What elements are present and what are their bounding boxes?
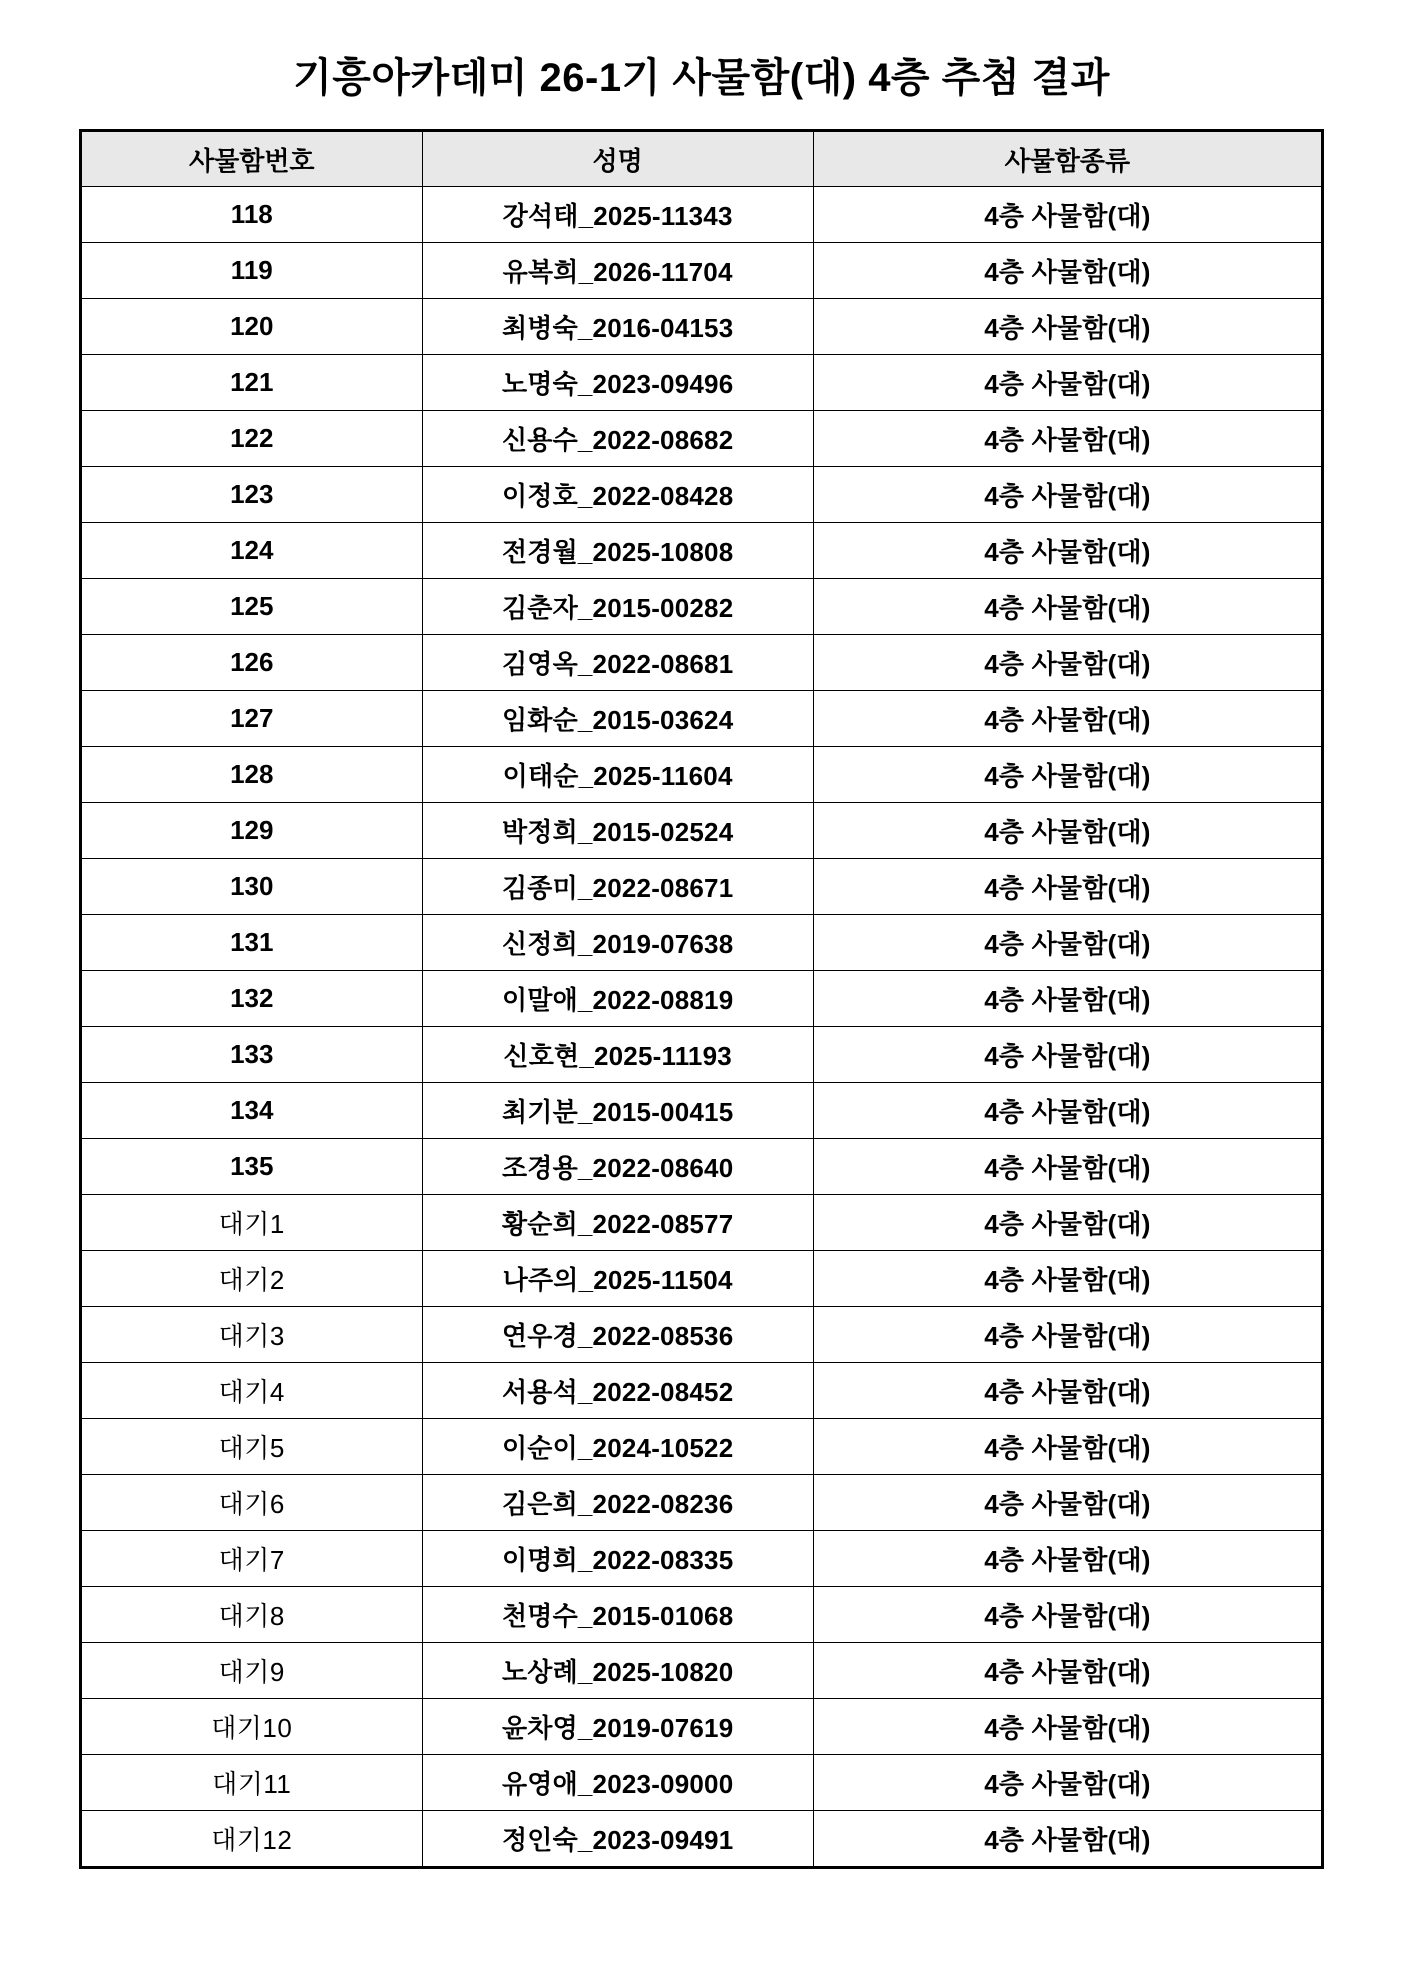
cell-locker-number: 131 — [81, 915, 423, 971]
cell-locker-type: 4층 사물함(대) — [813, 523, 1322, 579]
cell-locker-type: 4층 사물함(대) — [813, 1475, 1322, 1531]
cell-member-name: 유복희_2026-11704 — [422, 243, 813, 299]
table-row — [81, 299, 1323, 355]
column-header-name: 성명 — [422, 131, 813, 187]
cell-member-name: 이명희_2022-08335 — [422, 1531, 813, 1587]
cell-locker-type: 4층 사물함(대) — [813, 915, 1322, 971]
cell-locker-number: 129 — [81, 803, 423, 859]
cell-member-name: 임화순_2015-03624 — [422, 691, 813, 747]
cell-locker-type: 4층 사물함(대) — [813, 1643, 1322, 1699]
cell-locker-type: 4층 사물함(대) — [813, 1251, 1322, 1307]
cell-locker-number: 대기3 — [81, 1307, 423, 1363]
table-row — [81, 691, 1323, 747]
cell-member-name: 김춘자_2015-00282 — [422, 579, 813, 635]
table-row — [81, 915, 1323, 971]
cell-locker-type: 4층 사물함(대) — [813, 187, 1322, 243]
cell-member-name: 신정희_2019-07638 — [422, 915, 813, 971]
table-row — [81, 1083, 1323, 1139]
table-row — [81, 635, 1323, 691]
table-row — [81, 1307, 1323, 1363]
table-row — [81, 1643, 1323, 1699]
cell-member-name: 나주의_2025-11504 — [422, 1251, 813, 1307]
cell-locker-number: 134 — [81, 1083, 423, 1139]
table-header-row — [81, 131, 1323, 187]
table-row — [81, 467, 1323, 523]
cell-locker-number: 121 — [81, 355, 423, 411]
cell-locker-number: 132 — [81, 971, 423, 1027]
table-row — [81, 747, 1323, 803]
table-row — [81, 1139, 1323, 1195]
cell-locker-type: 4층 사물함(대) — [813, 803, 1322, 859]
cell-locker-type: 4층 사물함(대) — [813, 859, 1322, 915]
cell-locker-type: 4층 사물함(대) — [813, 1307, 1322, 1363]
cell-locker-number: 대기7 — [81, 1531, 423, 1587]
cell-locker-number: 대기6 — [81, 1475, 423, 1531]
cell-member-name: 신용수_2022-08682 — [422, 411, 813, 467]
cell-locker-number: 124 — [81, 523, 423, 579]
cell-locker-number: 119 — [81, 243, 423, 299]
table-row — [81, 187, 1323, 243]
cell-member-name: 연우경_2022-08536 — [422, 1307, 813, 1363]
cell-locker-number: 128 — [81, 747, 423, 803]
cell-locker-type: 4층 사물함(대) — [813, 1419, 1322, 1475]
cell-locker-type: 4층 사물함(대) — [813, 467, 1322, 523]
cell-locker-number: 대기5 — [81, 1419, 423, 1475]
cell-locker-number: 127 — [81, 691, 423, 747]
cell-locker-number: 대기8 — [81, 1587, 423, 1643]
table-row — [81, 1475, 1323, 1531]
cell-member-name: 이정호_2022-08428 — [422, 467, 813, 523]
cell-locker-type: 4층 사물함(대) — [813, 1755, 1322, 1811]
table-header — [81, 131, 1323, 187]
cell-locker-number: 135 — [81, 1139, 423, 1195]
cell-locker-number: 126 — [81, 635, 423, 691]
page-title: 기흥아카데미 26-1기 사물함(대) 4층 추첨 결과 — [293, 56, 1110, 100]
cell-locker-type: 4층 사물함(대) — [813, 1139, 1322, 1195]
cell-locker-number: 대기10 — [81, 1699, 423, 1755]
table-row — [81, 355, 1323, 411]
cell-member-name: 윤차영_2019-07619 — [422, 1699, 813, 1755]
table-row — [81, 1811, 1323, 1868]
cell-member-name: 천명수_2015-01068 — [422, 1587, 813, 1643]
cell-member-name: 정인숙_2023-09491 — [422, 1811, 813, 1868]
cell-locker-type: 4층 사물함(대) — [813, 1587, 1322, 1643]
cell-locker-number: 118 — [81, 187, 423, 243]
table-row — [81, 1363, 1323, 1419]
cell-locker-number: 대기9 — [81, 1643, 423, 1699]
locker-table-container — [79, 129, 1324, 1869]
table-row — [81, 971, 1323, 1027]
table-row — [81, 1755, 1323, 1811]
column-header-locker-number: 사물함번호 — [81, 131, 423, 187]
cell-member-name: 김영옥_2022-08681 — [422, 635, 813, 691]
cell-locker-number: 대기2 — [81, 1251, 423, 1307]
table-row — [81, 523, 1323, 579]
locker-assignment-table — [79, 129, 1324, 1869]
table-row — [81, 1195, 1323, 1251]
cell-member-name: 노명숙_2023-09496 — [422, 355, 813, 411]
table-row — [81, 411, 1323, 467]
cell-locker-type: 4층 사물함(대) — [813, 1811, 1322, 1868]
cell-locker-type: 4층 사물함(대) — [813, 1363, 1322, 1419]
cell-locker-type: 4층 사물함(대) — [813, 971, 1322, 1027]
column-header-locker-type: 사물함종류 — [813, 131, 1322, 187]
cell-member-name: 이태순_2025-11604 — [422, 747, 813, 803]
cell-locker-number: 대기4 — [81, 1363, 423, 1419]
cell-member-name: 조경용_2022-08640 — [422, 1139, 813, 1195]
cell-member-name: 이말애_2022-08819 — [422, 971, 813, 1027]
table-row — [81, 243, 1323, 299]
cell-member-name: 김종미_2022-08671 — [422, 859, 813, 915]
cell-locker-type: 4층 사물함(대) — [813, 1027, 1322, 1083]
cell-locker-type: 4층 사물함(대) — [813, 1531, 1322, 1587]
cell-locker-type: 4층 사물함(대) — [813, 691, 1322, 747]
cell-member-name: 전경월_2025-10808 — [422, 523, 813, 579]
cell-locker-type: 4층 사물함(대) — [813, 1699, 1322, 1755]
cell-locker-number: 대기11 — [81, 1755, 423, 1811]
cell-locker-type: 4층 사물함(대) — [813, 747, 1322, 803]
table-row — [81, 1251, 1323, 1307]
cell-locker-type: 4층 사물함(대) — [813, 635, 1322, 691]
cell-member-name: 김은희_2022-08236 — [422, 1475, 813, 1531]
cell-locker-type: 4층 사물함(대) — [813, 355, 1322, 411]
cell-member-name: 노상례_2025-10820 — [422, 1643, 813, 1699]
cell-member-name: 최기분_2015-00415 — [422, 1083, 813, 1139]
table-row — [81, 1027, 1323, 1083]
cell-locker-type: 4층 사물함(대) — [813, 411, 1322, 467]
cell-locker-type: 4층 사물함(대) — [813, 299, 1322, 355]
table-row — [81, 1699, 1323, 1755]
table-body — [81, 187, 1323, 1868]
cell-locker-type: 4층 사물함(대) — [813, 1083, 1322, 1139]
cell-member-name: 이순이_2024-10522 — [422, 1419, 813, 1475]
cell-locker-number: 대기12 — [81, 1811, 423, 1868]
cell-member-name: 강석태_2025-11343 — [422, 187, 813, 243]
cell-locker-type: 4층 사물함(대) — [813, 579, 1322, 635]
table-row — [81, 803, 1323, 859]
cell-locker-number: 123 — [81, 467, 423, 523]
cell-locker-number: 122 — [81, 411, 423, 467]
cell-locker-number: 120 — [81, 299, 423, 355]
cell-member-name: 박정희_2015-02524 — [422, 803, 813, 859]
cell-locker-type: 4층 사물함(대) — [813, 243, 1322, 299]
cell-member-name: 서용석_2022-08452 — [422, 1363, 813, 1419]
table-row — [81, 859, 1323, 915]
cell-locker-number: 133 — [81, 1027, 423, 1083]
table-row — [81, 1419, 1323, 1475]
cell-member-name: 최병숙_2016-04153 — [422, 299, 813, 355]
cell-member-name: 황순희_2022-08577 — [422, 1195, 813, 1251]
cell-locker-type: 4층 사물함(대) — [813, 1195, 1322, 1251]
table-row — [81, 1587, 1323, 1643]
cell-locker-number: 130 — [81, 859, 423, 915]
table-row — [81, 579, 1323, 635]
cell-locker-number: 125 — [81, 579, 423, 635]
table-row — [81, 1531, 1323, 1587]
cell-member-name: 유영애_2023-09000 — [422, 1755, 813, 1811]
cell-locker-number: 대기1 — [81, 1195, 423, 1251]
cell-member-name: 신호현_2025-11193 — [422, 1027, 813, 1083]
